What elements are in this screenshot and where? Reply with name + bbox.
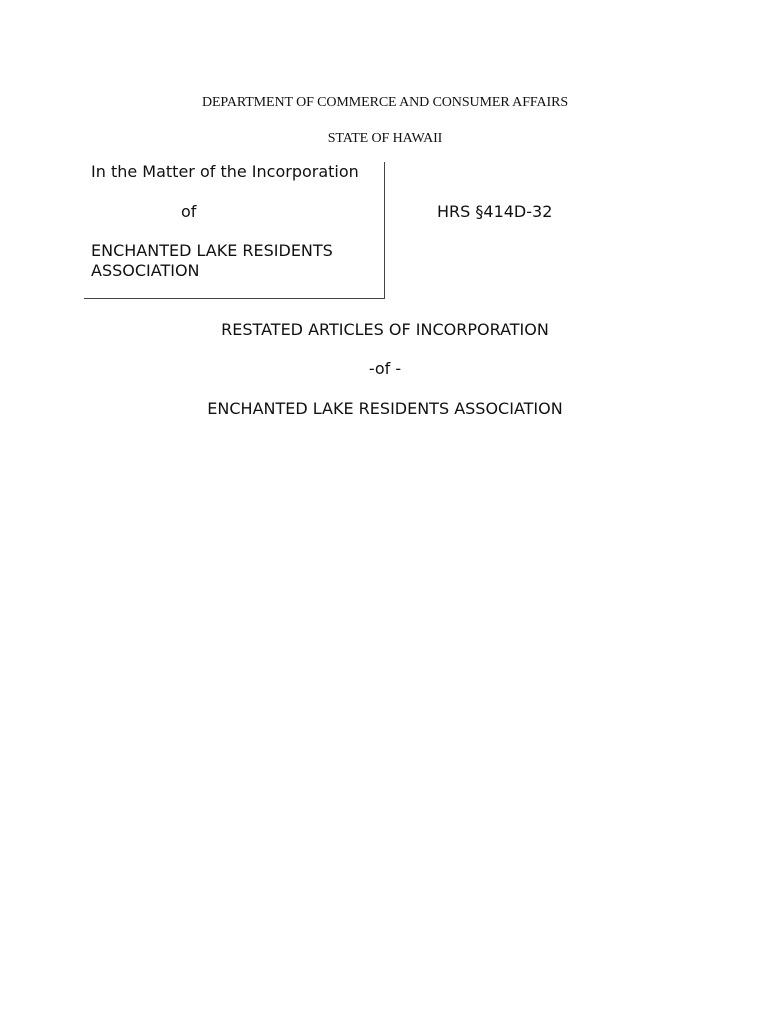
matter-line: In the Matter of the Incorporation [91,162,359,181]
state-heading: STATE OF HAWAII [327,131,443,146]
document-title: RESTATED ARTICLES OF INCORPORATION [221,320,549,339]
statute-reference: HRS §414D-32 [437,202,553,221]
of-line: of [181,202,197,221]
entity-line-2: ASSOCIATION [91,261,200,280]
of-connector: -of - [368,359,402,378]
association-name: ENCHANTED LAKE RESIDENTS ASSOCIATION [207,399,563,418]
entity-line-1: ENCHANTED LAKE RESIDENTS [91,241,333,260]
department-heading: DEPARTMENT OF COMMERCE AND CONSUMER AFFAIRS [201,95,569,110]
